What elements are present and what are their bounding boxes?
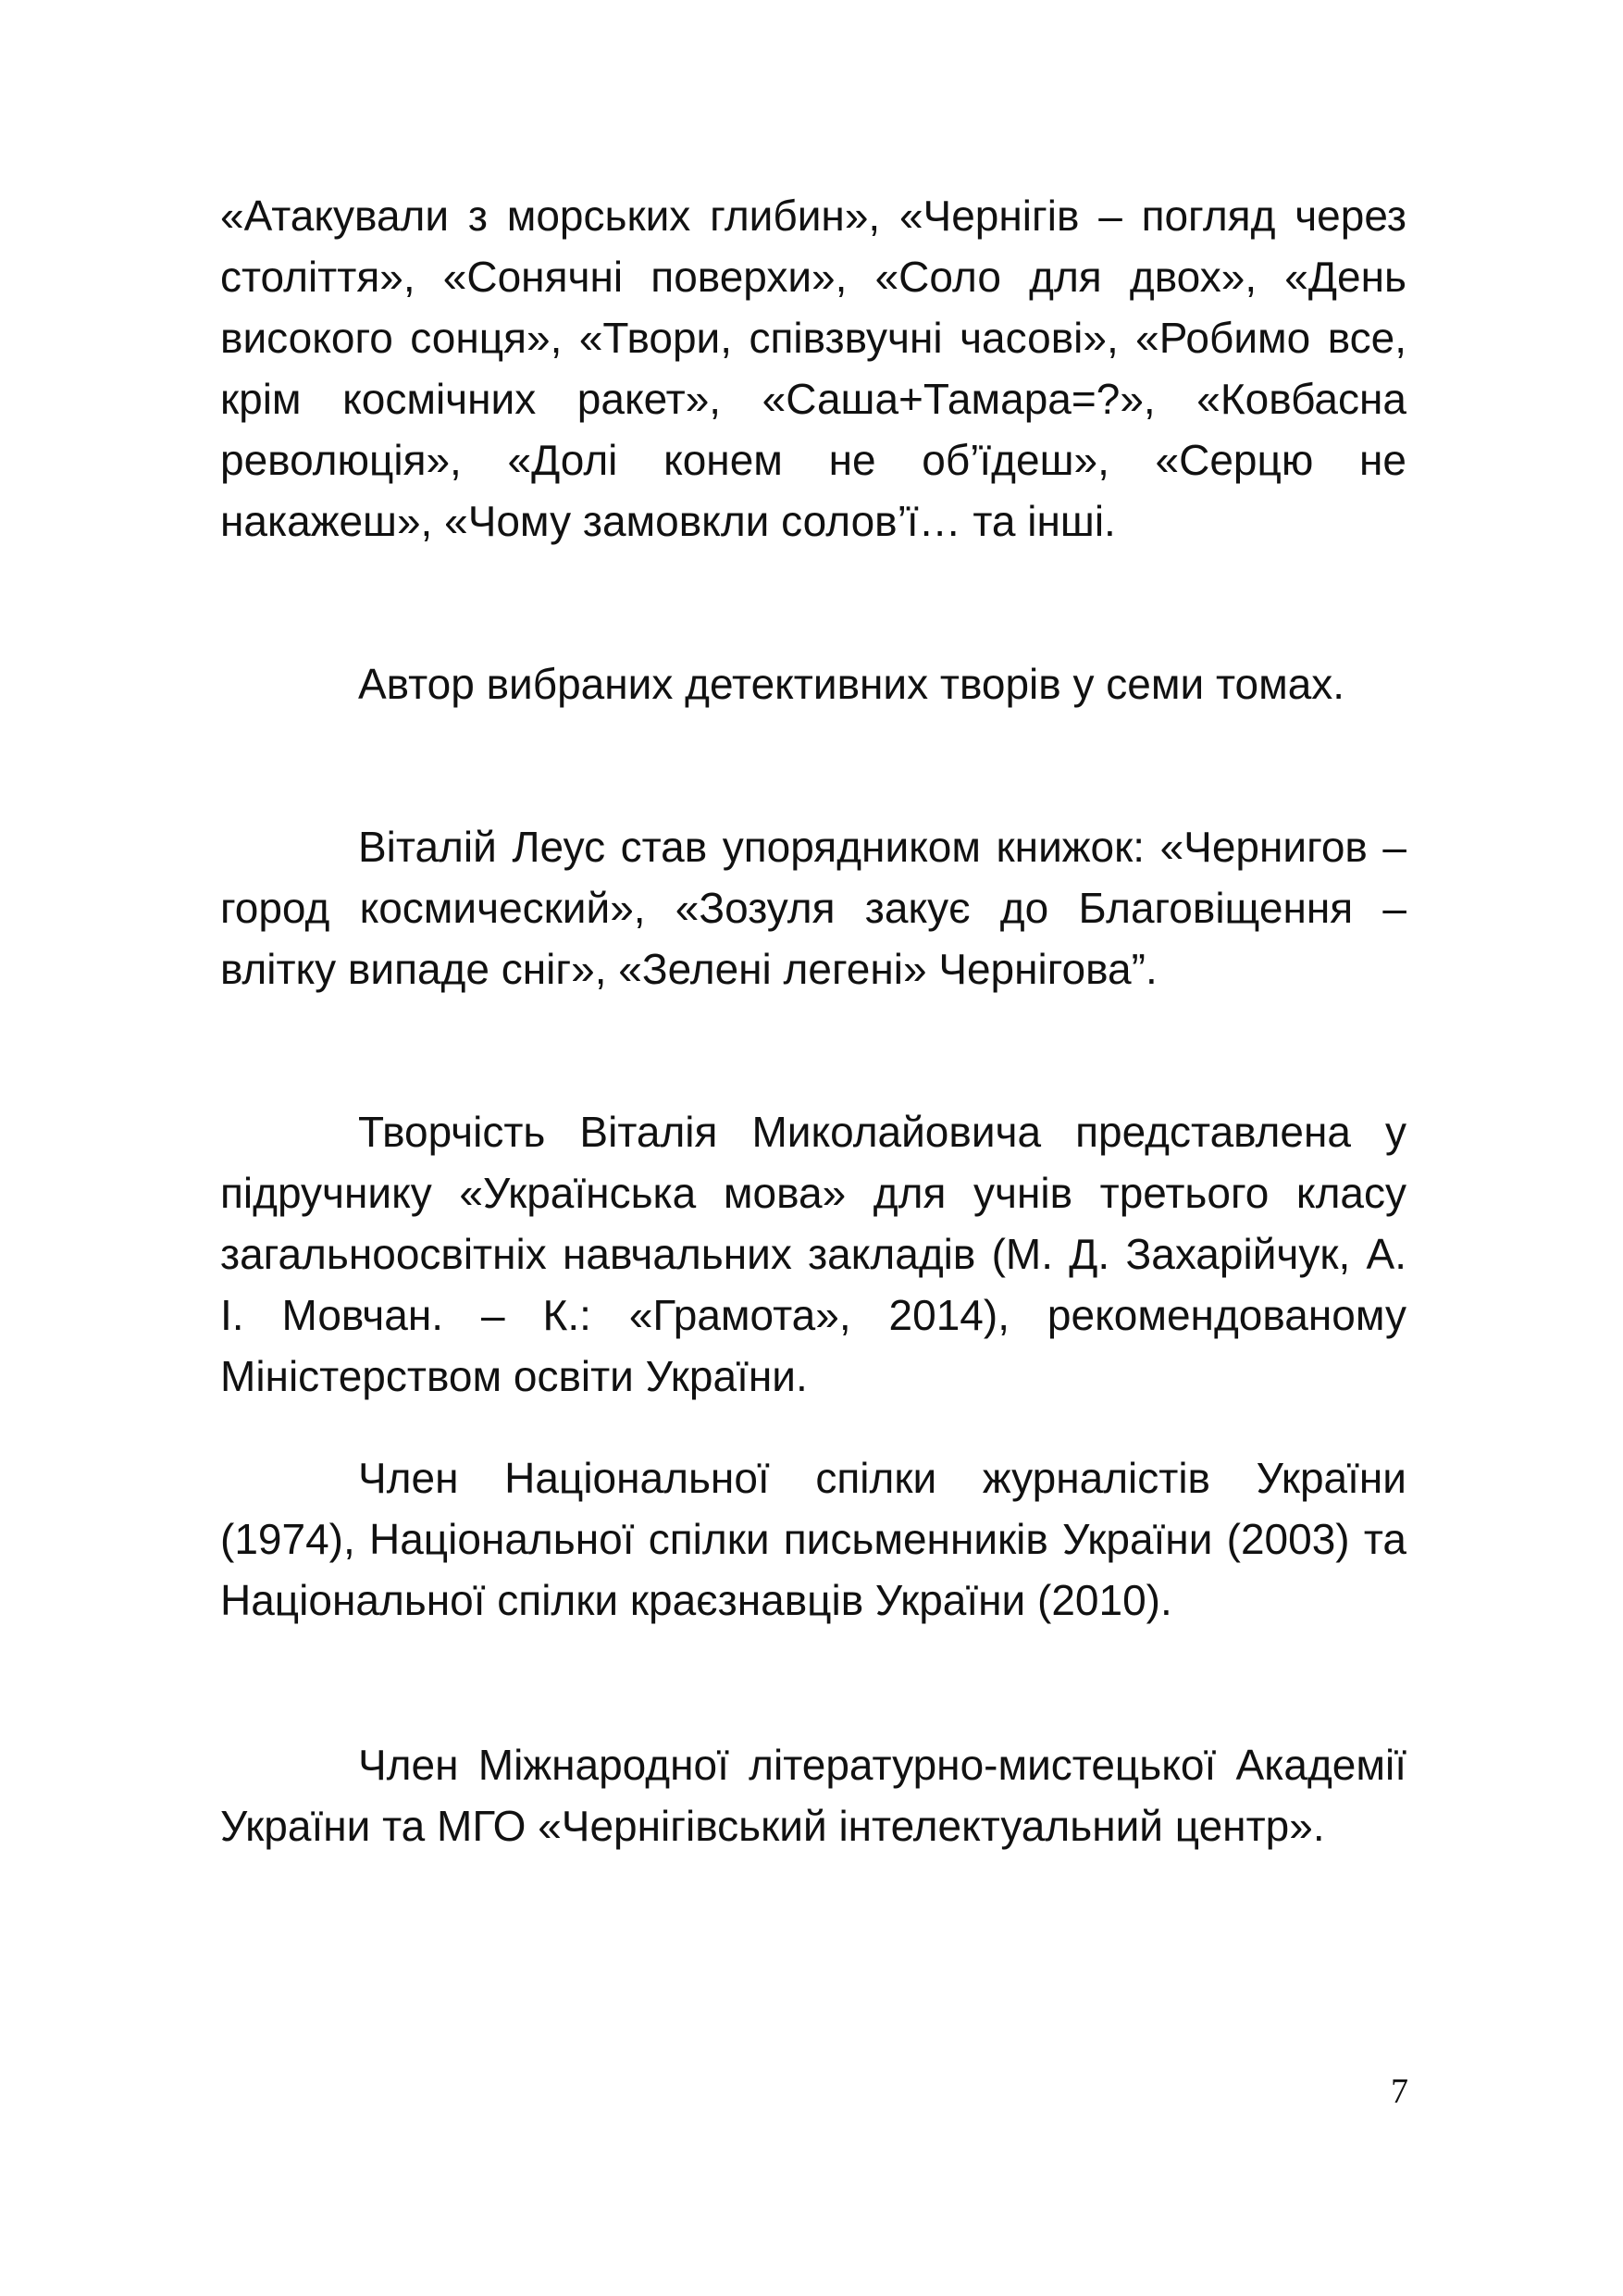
page-number: 7 [1391,2072,1408,2111]
paragraph-compiler: Віталій Леус став упорядником книжок: «Чернигов – город космический», «Зозуля закує до Благовіщення – влітку випаде сніг», «Зелені легені» Чернігова”. [220,823,1406,993]
paragraph-textbook: Творчість Віталія Миколайовича представлена у підручнику «Українська мова» для учнів третього класу загальноосвітніх навчальних закладів (М. Д. Захарійчук, А. І. Мовчан. – К.: «Грамота», 2014), рекомендованому Міністерством освіти України. [220,1108,1406,1400]
paragraph-works-list: «Атакували з морських глибин», «Чернігів – погляд через століття», «Сонячні поверхи», «Соло для двох», «День високого сонця», «Твори, співзвучні часові», «Робимо все, крім космічних ракет», «Саша+Тамара=?», «Ковбасна революція», «Долі конем не об’їдеш», «Серцю не накажеш», «Чому замовкли солов’ї… та інші. [220,192,1406,545]
paragraph-unions-membership: Член Національної спілки журналістів України (1974), Національної спілки письменників України (2003) та Національної спілки краєзнавців України (2010). [220,1454,1406,1624]
paragraph-detective-works: Автор вибраних детективних творів у семи томах. [358,660,1345,708]
paragraph-academy-membership: Член Міжнародної літературно-мистецької Академії України та МГО «Чернігівський інтелектуальний центр». [220,1741,1406,1850]
